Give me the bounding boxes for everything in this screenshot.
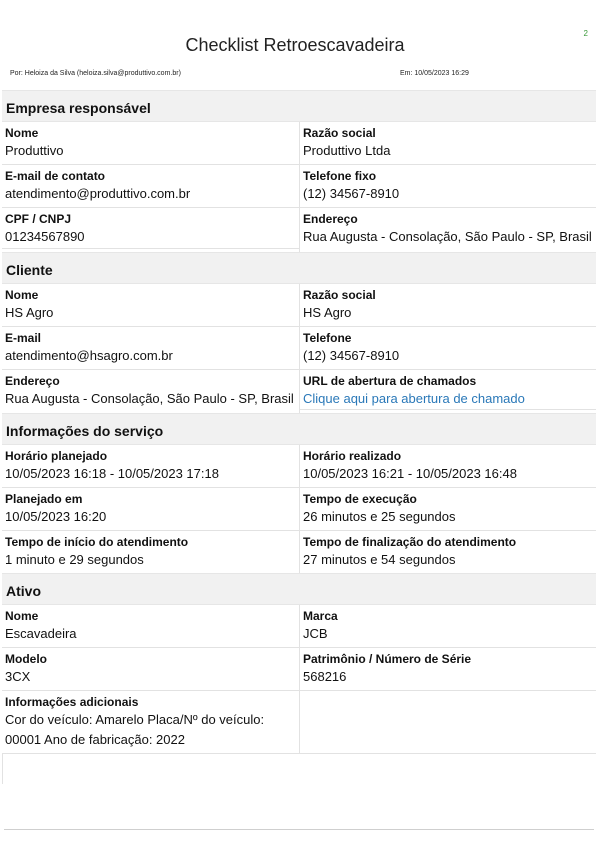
servico-planejado-em-cell bbox=[2, 487, 299, 530]
field-label: Tempo de finalização do atendimento bbox=[303, 535, 517, 549]
cliente-row-2 bbox=[2, 326, 596, 369]
cliente-razao-cell bbox=[299, 284, 596, 326]
section-header-cliente: Cliente bbox=[2, 252, 596, 284]
field-label: Horário realizado bbox=[303, 449, 402, 463]
empresa-row-2 bbox=[2, 164, 596, 207]
field-value: HS Agro bbox=[303, 305, 352, 320]
date-info: Em: 10/05/2023 16:29 bbox=[400, 70, 469, 77]
field-label: E-mail bbox=[5, 331, 42, 345]
servico-finalizacao-cell bbox=[299, 530, 596, 573]
empresa-razao-cell bbox=[299, 122, 596, 164]
ativo-row-3 bbox=[2, 690, 596, 753]
ativo-nome-cell bbox=[2, 605, 299, 647]
field-value: HS Agro bbox=[5, 305, 54, 320]
field-label: Nome bbox=[5, 288, 39, 302]
field-value: Cor do veículo: Amarelo Placa/Nº do veículo: 00001 Ano de fabricação: 2022 bbox=[5, 712, 265, 747]
field-value: Produttivo Ltda bbox=[303, 143, 391, 158]
field-label: URL de abertura de chamados bbox=[303, 374, 477, 388]
field-label: Informações adicionais bbox=[5, 695, 139, 709]
checklist-content bbox=[2, 90, 596, 784]
empty-cell bbox=[299, 690, 596, 753]
cliente-telefone-cell bbox=[299, 326, 596, 369]
field-value: 10/05/2023 16:20 bbox=[5, 509, 107, 524]
section-header-servico: Informações do serviço bbox=[2, 413, 596, 445]
servico-planejado-cell bbox=[2, 445, 299, 487]
field-value: JCB bbox=[303, 626, 328, 641]
empresa-cpf-cell bbox=[2, 207, 299, 252]
field-label: Razão social bbox=[303, 126, 376, 140]
field-value: 10/05/2023 16:18 - 10/05/2023 17:18 bbox=[5, 466, 219, 481]
field-label: CPF / CNPJ bbox=[5, 212, 72, 226]
ativo-patrimonio-cell bbox=[299, 647, 596, 690]
empresa-nome-cell bbox=[2, 122, 299, 164]
cliente-email-cell bbox=[2, 326, 299, 369]
servico-inicio-cell bbox=[2, 530, 299, 573]
field-label: Planejado em bbox=[5, 492, 83, 506]
servico-row-3 bbox=[2, 530, 596, 573]
servico-row-1 bbox=[2, 445, 596, 487]
field-label: Modelo bbox=[5, 652, 47, 666]
field-label: Tempo de execução bbox=[303, 492, 417, 506]
cliente-nome-cell bbox=[2, 284, 299, 326]
empresa-email-cell bbox=[2, 164, 299, 207]
cliente-url-cell bbox=[299, 369, 596, 413]
field-label: Endereço bbox=[5, 374, 60, 388]
empresa-telefone-cell bbox=[299, 164, 596, 207]
field-value: 3CX bbox=[5, 669, 31, 684]
field-value: atendimento@produttivo.com.br bbox=[5, 186, 191, 201]
empty-row bbox=[2, 753, 596, 784]
servico-realizado-cell bbox=[299, 445, 596, 487]
cliente-endereco-cell bbox=[2, 369, 299, 413]
servico-row-2 bbox=[2, 487, 596, 530]
field-label: Razão social bbox=[303, 288, 376, 302]
field-label: Tempo de início do atendimento bbox=[5, 535, 189, 549]
field-label: Nome bbox=[5, 126, 39, 140]
ativo-row-2 bbox=[2, 647, 596, 690]
section-header-ativo: Ativo bbox=[2, 573, 596, 605]
field-value: Rua Augusta - Consolação, São Paulo - SP, Brasil bbox=[5, 391, 294, 406]
servico-execucao-cell bbox=[299, 487, 596, 530]
empresa-endereco-cell bbox=[299, 207, 596, 252]
field-label: Telefone bbox=[303, 331, 352, 345]
field-label: E-mail de contato bbox=[5, 169, 106, 183]
bottom-divider bbox=[4, 829, 594, 830]
field-label: Horário planejado bbox=[5, 449, 108, 463]
empresa-row-1 bbox=[2, 122, 596, 164]
field-value: 27 minutos e 54 segundos bbox=[303, 552, 456, 567]
field-value: 26 minutos e 25 segundos bbox=[303, 509, 456, 524]
cliente-row-1 bbox=[2, 284, 596, 326]
field-value: Produttivo bbox=[5, 143, 64, 158]
ativo-modelo-cell bbox=[2, 647, 299, 690]
field-value: 1 minuto e 29 segundos bbox=[5, 552, 144, 567]
field-value: Escavadeira bbox=[5, 626, 77, 641]
field-label: Patrimônio / Número de Série bbox=[303, 652, 472, 666]
field-label: Marca bbox=[303, 609, 338, 623]
field-value: atendimento@hsagro.com.br bbox=[5, 348, 173, 363]
field-label: Telefone fixo bbox=[303, 169, 377, 183]
field-value: Rua Augusta - Consolação, São Paulo - SP, Brasil bbox=[303, 229, 592, 244]
ativo-row-1 bbox=[2, 605, 596, 647]
ativo-info-cell bbox=[2, 690, 299, 753]
empresa-row-3 bbox=[2, 207, 596, 252]
cliente-row-3 bbox=[2, 369, 596, 413]
field-label: Nome bbox=[5, 609, 39, 623]
author-info: Por: Heloiza da Silva (heloiza.silva@produttivo.com.br) bbox=[10, 70, 181, 77]
field-value: 01234567890 bbox=[2, 227, 299, 249]
section-header-empresa: Empresa responsável bbox=[2, 90, 596, 122]
field-value: 568216 bbox=[303, 669, 347, 684]
field-label: Endereço bbox=[303, 212, 358, 226]
ativo-marca-cell bbox=[299, 605, 596, 647]
field-value: (12) 34567-8910 bbox=[303, 186, 400, 201]
field-value: 10/05/2023 16:21 - 10/05/2023 16:48 bbox=[303, 466, 517, 481]
page-title: Checklist Retroescavadeira bbox=[185, 35, 405, 55]
open-ticket-link[interactable]: Clique aqui para abertura de chamado bbox=[299, 389, 596, 410]
field-value: (12) 34567-8910 bbox=[303, 348, 400, 363]
page-number: 2 bbox=[583, 29, 588, 38]
